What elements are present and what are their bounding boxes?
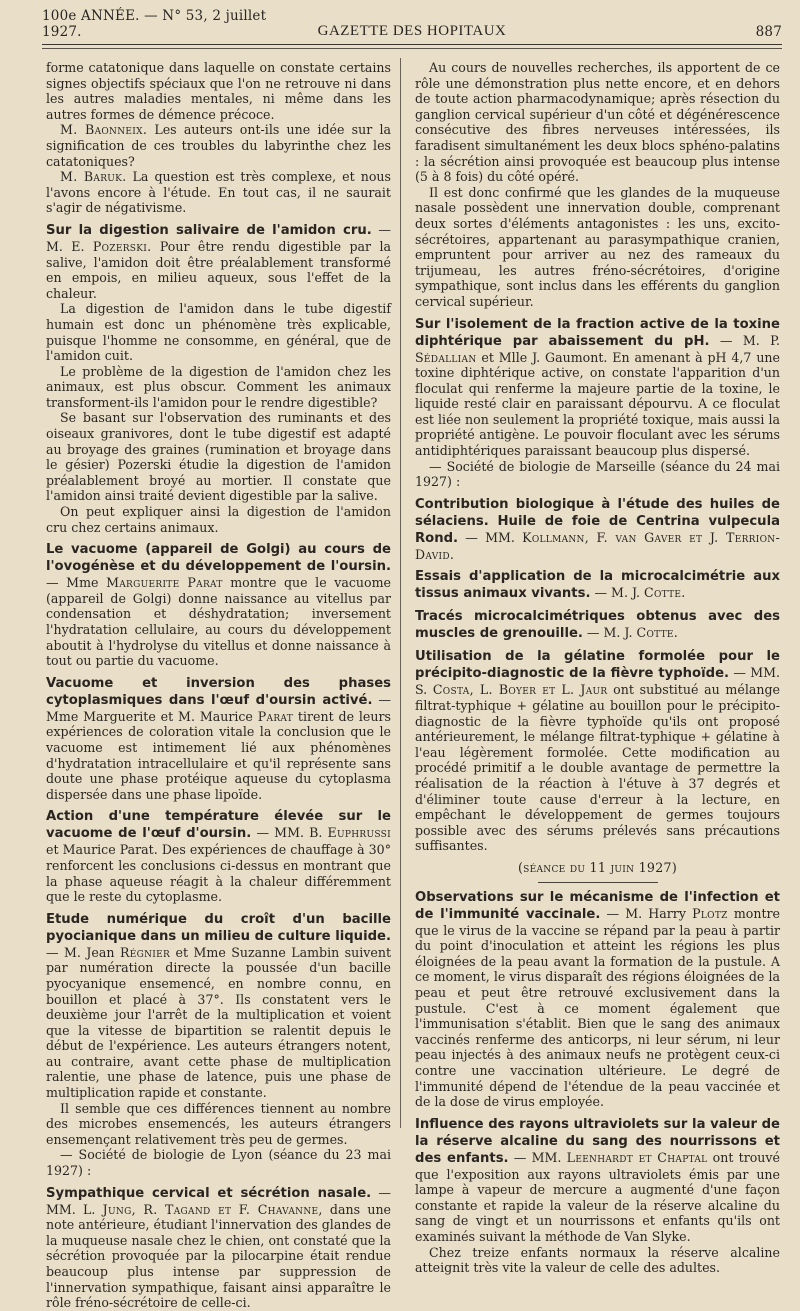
article-title: Contribution biologique à l'étude des huiles de sélaciens. Huile de foie de Centrina vulpecula Rond.: [415, 496, 780, 546]
article-title: Essais d'application de la microcalcimétrie aux tissus animaux vivants.: [415, 569, 780, 602]
paragraph-text: montre que le vacuome (appareil de Golgi) donne naissance au vitellus par condensation et déshydratation; inversement l'hydratation cellulaire, au cours du développement aboutit à l'hydrolyse du vitellus et donne naissance à tout ou partie du vacuome.: [46, 575, 392, 669]
journal-title: GAZETTE DES HOPITAUX: [317, 23, 507, 39]
author-prefix: — M. Harry: [600, 905, 693, 921]
header-rule-thin: [42, 48, 782, 49]
session-rule: [538, 882, 658, 883]
article-title: Sur l'isolement de la fraction active de la toxine diphtérique par abaissement du pH.: [415, 316, 780, 349]
article-title: Action d'une température élevée sur le vacuome de l'œuf d'oursin.: [46, 809, 391, 842]
author-prefix: — M. J.: [590, 585, 645, 601]
article-title: Sur la digestion salivaire de l'amidon cru.: [46, 222, 372, 238]
issue-info: 100e ANNÉE. — N° 53, 2 juillet 1927.: [42, 8, 267, 40]
author-prefix: — MM. B.: [251, 825, 328, 841]
author-names: Euphrussi: [327, 825, 391, 841]
paragraph-text: Chez treize enfants normaux la réserve alcaline atteignit très vite la valeur de celle des adultes.: [415, 1244, 780, 1276]
paragraph: [415, 1245, 780, 1276]
header-rule: [42, 44, 782, 45]
article-entry: [415, 316, 780, 459]
paragraph-text: tirent de leurs expériences de coloration vitale la conclusion que le vacuome est intimement lié aux phénomènes d'hydratation intracellulaire et qu'il représente sans doute une phase protéique aqueuse du cytoplasma dispersée dans une phase lipoïde.: [46, 708, 391, 802]
paragraph: [46, 301, 391, 363]
article-entry: [46, 1185, 391, 1311]
paragraph-text: On peut expliquer ainsi la digestion de l'amidon cru chez certains animaux.: [46, 504, 391, 535]
paragraph-text: et Mlle J. Gaumont. En amenant à pH 4,7 une toxine diphtérique active, on constate l'apparition d'un floculat qui renferme la majeure partie de la toxine, le liquide resté clair en paraissant dépourvu. A ce floculat est liée non seulement la propriété toxique, mais aussi la propriété antigène. Le pouvoir floculant avec les sérums antidiphtériques paraissant beaucoup plus dispersé.: [415, 349, 780, 459]
author-names: Sédallian: [415, 349, 477, 365]
right-column: [415, 60, 780, 1276]
speaker-name: M. Baruk.: [60, 169, 127, 185]
article-entry: [415, 568, 780, 602]
article-title: Vacuome et inversion des phases cytoplasmiques dans l'œuf d'oursin activé.: [46, 675, 391, 708]
article-title: Etude numérique du croît d'un bacille pyocianique dans un milieu de culture liquide.: [46, 911, 391, 944]
article-title: Sympathique cervical et sécrétion nasale.: [46, 1185, 372, 1201]
paragraph: [46, 504, 391, 535]
article-entry: [46, 911, 391, 1101]
author-prefix: — M. E.: [46, 221, 391, 254]
article-title: Influence des rayons ultraviolets sur la valeur de la réserve alcaline du sang des nourrissons et des enfants.: [415, 1116, 780, 1166]
article-entry: [46, 222, 391, 301]
paragraph-text: Il est donc confirmé que les glandes de la muqueuse nasale possèdent une innervation double, comprenant deux sortes d'éléments antagonistes : les uns, excito-sécrétoires, appartenant au parasympathique cranien, empruntent pour arriver au nez des rameaux du trijumeau, les autres fréno-sécrétoires, d'origine sympathique, sont inclus dans les efférents du ganglion cervical supérieur.: [415, 184, 780, 309]
author-names: Plotz: [692, 905, 728, 921]
paragraph: [415, 185, 780, 310]
paragraph: [415, 459, 780, 490]
page-header: [42, 8, 783, 40]
paragraph-text: La question est très complexe, et nous l'avons encore à l'étude. En tout cas, il ne saurait s'agir de négativisme.: [46, 169, 391, 216]
left-column: [46, 60, 391, 1311]
paragraph-text: — Société de biologie de Marseille (séance du 24 mai 1927) :: [415, 458, 780, 490]
author-prefix: — M. Jean: [46, 944, 120, 960]
paragraph-text: et Mme Suzanne Lambin suivent par numération directe la poussée d'un bacille pyocyanique ensemencé, en nombre connu, en bouillon et placé à 37°. Ils constatent vers le deuxième jour l'arrêt de la multiplication et voient que la vitesse de bipartition se ralentit depuis le début de l'expérience. Les auteurs étrangers notent, au contraire, avant cette phase de multiplication ralentie, une phase de latence, puis une phase de multiplication rapide et constante.: [46, 944, 392, 1101]
paragraph-text: ont trouvé que l'exposition aux rayons ultraviolets émis par une lampe à vapeur de mercure a augmenté d'une façon constante et rapide la valeur de la réserve alcaline du sang de vingt et un nourrissons et enfants qu'ils ont examinés suivant la méthode de Van Slyke.: [415, 1149, 780, 1245]
article-title: Observations sur le mécanisme de l'infection et de l'immunité vaccinale.: [415, 889, 780, 922]
paragraph-text: Au cours de nouvelles recherches, ils apportent de ce rôle une démonstration plus nette encore, et en dehors de toute action pharmacodynamique; après résection du ganglion cervical supérieur d'un côté et dégénérescence consécutive des fibres nerveuses intéressées, ils faradisent simultanément les deux blocs sphéno-palatins : la sécrétion ainsi provoquée est beaucoup plus intense (5 à 8 fois) du côté opéré.: [415, 60, 780, 185]
article-title: Le vacuome (appareil de Golgi) au cours de l'ovogénèse et du développement de l'oursin.: [46, 542, 391, 575]
paragraph-text: Les auteurs ont-ils une idée sur la signification de ces troubles du labyrinthe chez les catatoniques?: [46, 122, 392, 169]
paragraph-text: — Société de biologie de Lyon (séance du 23 mai 1927) :: [46, 1147, 391, 1179]
author-prefix: — MM.: [508, 1149, 567, 1165]
page-number: 887: [755, 24, 783, 40]
author-names: Parat: [257, 708, 294, 724]
paragraph-text: montre que le virus de la vaccine se répand par la peau à partir du point d'inoculation et atteint les régions les plus éloignées de la peau avant la formation de la pustule. A ce moment, le virus disparaît des régions éloignées de la peau et peut être retrouvé exclusivement dans la pustule. C'est à ce moment également que l'immunisation s'établit. Bien que le sang des animaux vaccinés renferme des anticorps, ni leur sérum, ni leur peau injectés à des animaux neufs ne protègent ceux-ci contre une vaccination ultérieure. Le degré de l'immunité dépend de l'étendue de la peau vaccinée et de la dose de virus employée.: [415, 905, 780, 1110]
author-names: Jung, R. Tagand et F. Chavanne,: [102, 1201, 323, 1217]
paragraph: [46, 364, 391, 411]
article-entry: [415, 496, 780, 563]
speaker-name: M. Baonneix.: [60, 122, 148, 138]
paragraph: [46, 1101, 391, 1148]
author-names: Kollmann, F. van Gaver et J. Terrion-David.: [415, 529, 780, 562]
paragraph: [46, 1147, 391, 1178]
paragraph-text: ont substitué au mélange filtrat-typhique + gélatine au bouillon pour le précipito-diagnostic de la fièvre typhoïde qu'ils ont proposé antérieurement, le mélange filtrat-typhique + gélatine à l'eau légèrement formolée. Cette modification au procédé primitif a le double avantage de permettre la réalisation de la réaction à l'étuve à 37 degrés et d'éliminer toute cause d'erreur à la lecture, en empêchant le développement de germes toujours possible avec des sérums prélevés sans précautions suffisantes.: [415, 682, 780, 854]
paragraph-text: forme catatonique dans laquelle on constate certains signes objectifs spéciaux que l'on ne retrouve ni dans les autres maladies mentales, ni même dans les autres formes de démence précoce.: [46, 60, 391, 122]
paragraph-text: Le problème de la digestion de l'amidon chez les animaux, est plus obscur. Comment les animaux transforment-ils l'amidon pour le rendre digestible?: [46, 363, 391, 410]
paragraph-text: et Maurice Parat. Des expériences de chauffage à 30° renforcent les conclusions ci-dessus en montrant que la phase aqueuse réagit à la chaleur différemment que le reste du cytoplasme.: [46, 842, 391, 905]
author-prefix: — M. P.: [709, 332, 780, 348]
paragraph-text: Il semble que ces différences tiennent au nombre des microbes ensemencés, les auteurs étrangers ensemençant relativement très peu de germes.: [46, 1100, 391, 1147]
article-entry: [415, 648, 780, 854]
article-entry: [415, 608, 780, 642]
author-prefix: — MM.: [458, 529, 523, 545]
paragraph: [46, 410, 391, 504]
author-names: Cotte.: [636, 625, 679, 641]
paragraph: [46, 60, 391, 122]
author-prefix: — M. J.: [582, 625, 637, 641]
article-entry: [46, 808, 391, 904]
author-prefix: — MM. S.: [415, 665, 780, 698]
paragraph: [46, 122, 391, 169]
author-prefix: — MM. L.: [46, 1184, 391, 1217]
session-heading: (séance du 11 juin 1927): [517, 859, 678, 875]
article-entry: [415, 1116, 780, 1245]
author-names: Pozerski.: [92, 238, 152, 254]
author-names: Marguerite Parat: [106, 575, 223, 591]
article-title: Tracés microcalcimétriques obtenus avec des muscles de grenouille.: [415, 609, 780, 642]
article-entry: [46, 675, 391, 803]
paragraph-text: dans une note antérieure, étudiant l'innervation des glandes de la muqueuse nasale chez le chien, ont constaté que la sécrétion provoquée par la pilocarpine était rendue beaucoup plus intense par suppression de l'innervation sympathique, faisant ainsi apparaître le rôle fréno-sécrétoire de celle-ci.: [46, 1201, 392, 1311]
paragraph: [415, 60, 780, 185]
paragraph-text: Se basant sur l'observation des ruminants et des oiseaux granivores, dont le tube digestif est adapté au broyage des graines (rumination et broyage dans le gésier) Pozerski étudie la digestion de l'amidon préalablement broyé au mortier. Il constate que l'amidon ainsi traité devient digestible par la salive.: [46, 410, 391, 504]
author-prefix: — Mme Marguerite et M. Maurice: [46, 691, 391, 724]
paragraph: [46, 169, 391, 216]
author-names: Leenhardt et Chaptal: [566, 1149, 708, 1165]
article-entry: [415, 889, 780, 1110]
article-title: Utilisation de la gélatine formolée pour le précipito-diagnostic de la fièvre typhoïde.: [415, 649, 780, 682]
column-divider: [400, 58, 401, 1128]
author-names: Régnier: [119, 944, 171, 960]
author-prefix: — Mme: [46, 575, 107, 591]
paragraph-text: Pour être rendu digestible par la salive, l'amidon doit être préalablement transformé en empois, en milieu aqueux, sous l'effet de la chaleur.: [46, 238, 391, 301]
paragraph-text: La digestion de l'amidon dans le tube digestif humain est donc un phénomène très explicable, puisque l'homme ne consomme, en général, que de l'amidon cuit.: [46, 301, 391, 364]
article-entry: [46, 541, 391, 669]
author-names: Costa, L. Boyer et L. Jaur: [432, 682, 608, 698]
author-names: Cotte.: [644, 585, 686, 601]
